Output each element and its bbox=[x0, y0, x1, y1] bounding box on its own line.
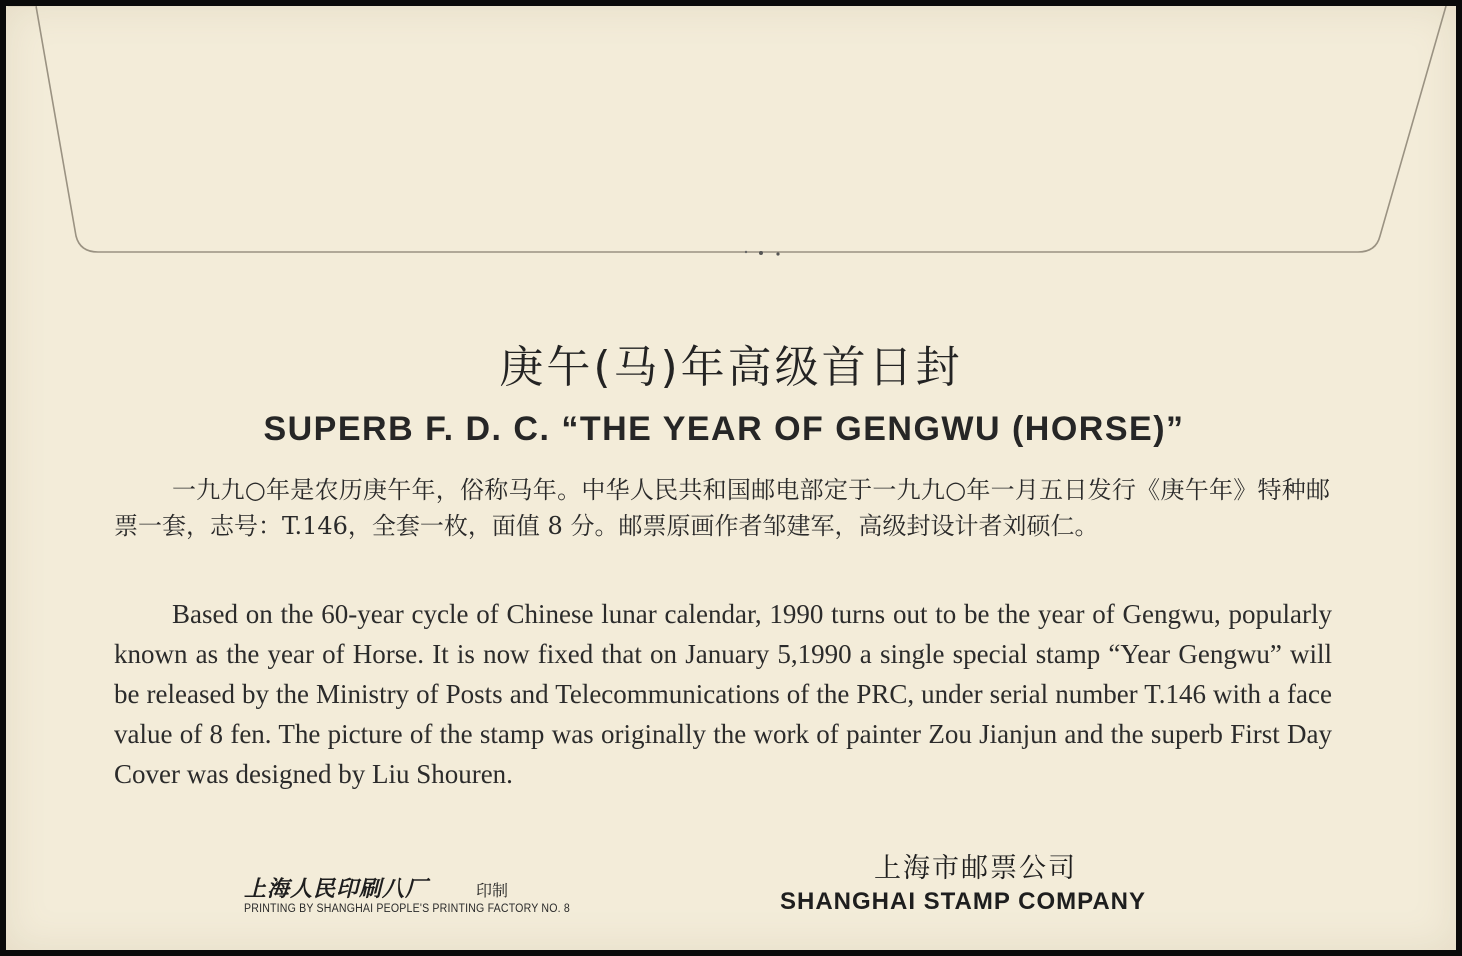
envelope-back bbox=[6, 6, 1456, 950]
title-english: SUPERB F. D. C. “THE YEAR OF GENGWU (HORSE)” bbox=[263, 410, 1185, 448]
envelope-flap bbox=[6, 6, 1456, 266]
title-chinese: 庚午(马)年高级首日封 bbox=[499, 342, 963, 393]
description-chinese: 一九九○年是农历庚午年，俗称马年。中华人民共和国邮电部定于一九九○年一月五日发行《庚午年》特种邮票一套，志号：T.146，全套一枚，面值 8 分。邮票原画作者邹建军，高级封设计者刘硕仁。 bbox=[114, 476, 1330, 540]
description-english: Based on the 60-year cycle of Chinese lunar calendar, 1990 turns out to be the year of Gengwu, popularly known as the year of Horse. It is now fixed that on January 5,1990 a single special stamp “Year Gengwu” will be released by the Ministry of Posts and Telecommunications of the PRC, under serial number T.146 with a face value of 8 fen. The picture of the stamp was originally the work of painter Zou Jianjun and the superb First Day Cover was designed by Liu Shouren. bbox=[114, 599, 1332, 789]
printer-name-chinese: 上海人民印刷八厂 bbox=[244, 876, 429, 902]
printer-name-english: PRINTING BY SHANGHAI PEOPLE'S PRINTING FACTORY NO. 8 bbox=[244, 903, 570, 915]
company-name-english: SHANGHAI STAMP COMPANY bbox=[780, 888, 1147, 915]
printer-suffix-chinese: 印制 bbox=[476, 881, 509, 900]
company-name-chinese: 上海市邮票公司 bbox=[874, 853, 1077, 884]
